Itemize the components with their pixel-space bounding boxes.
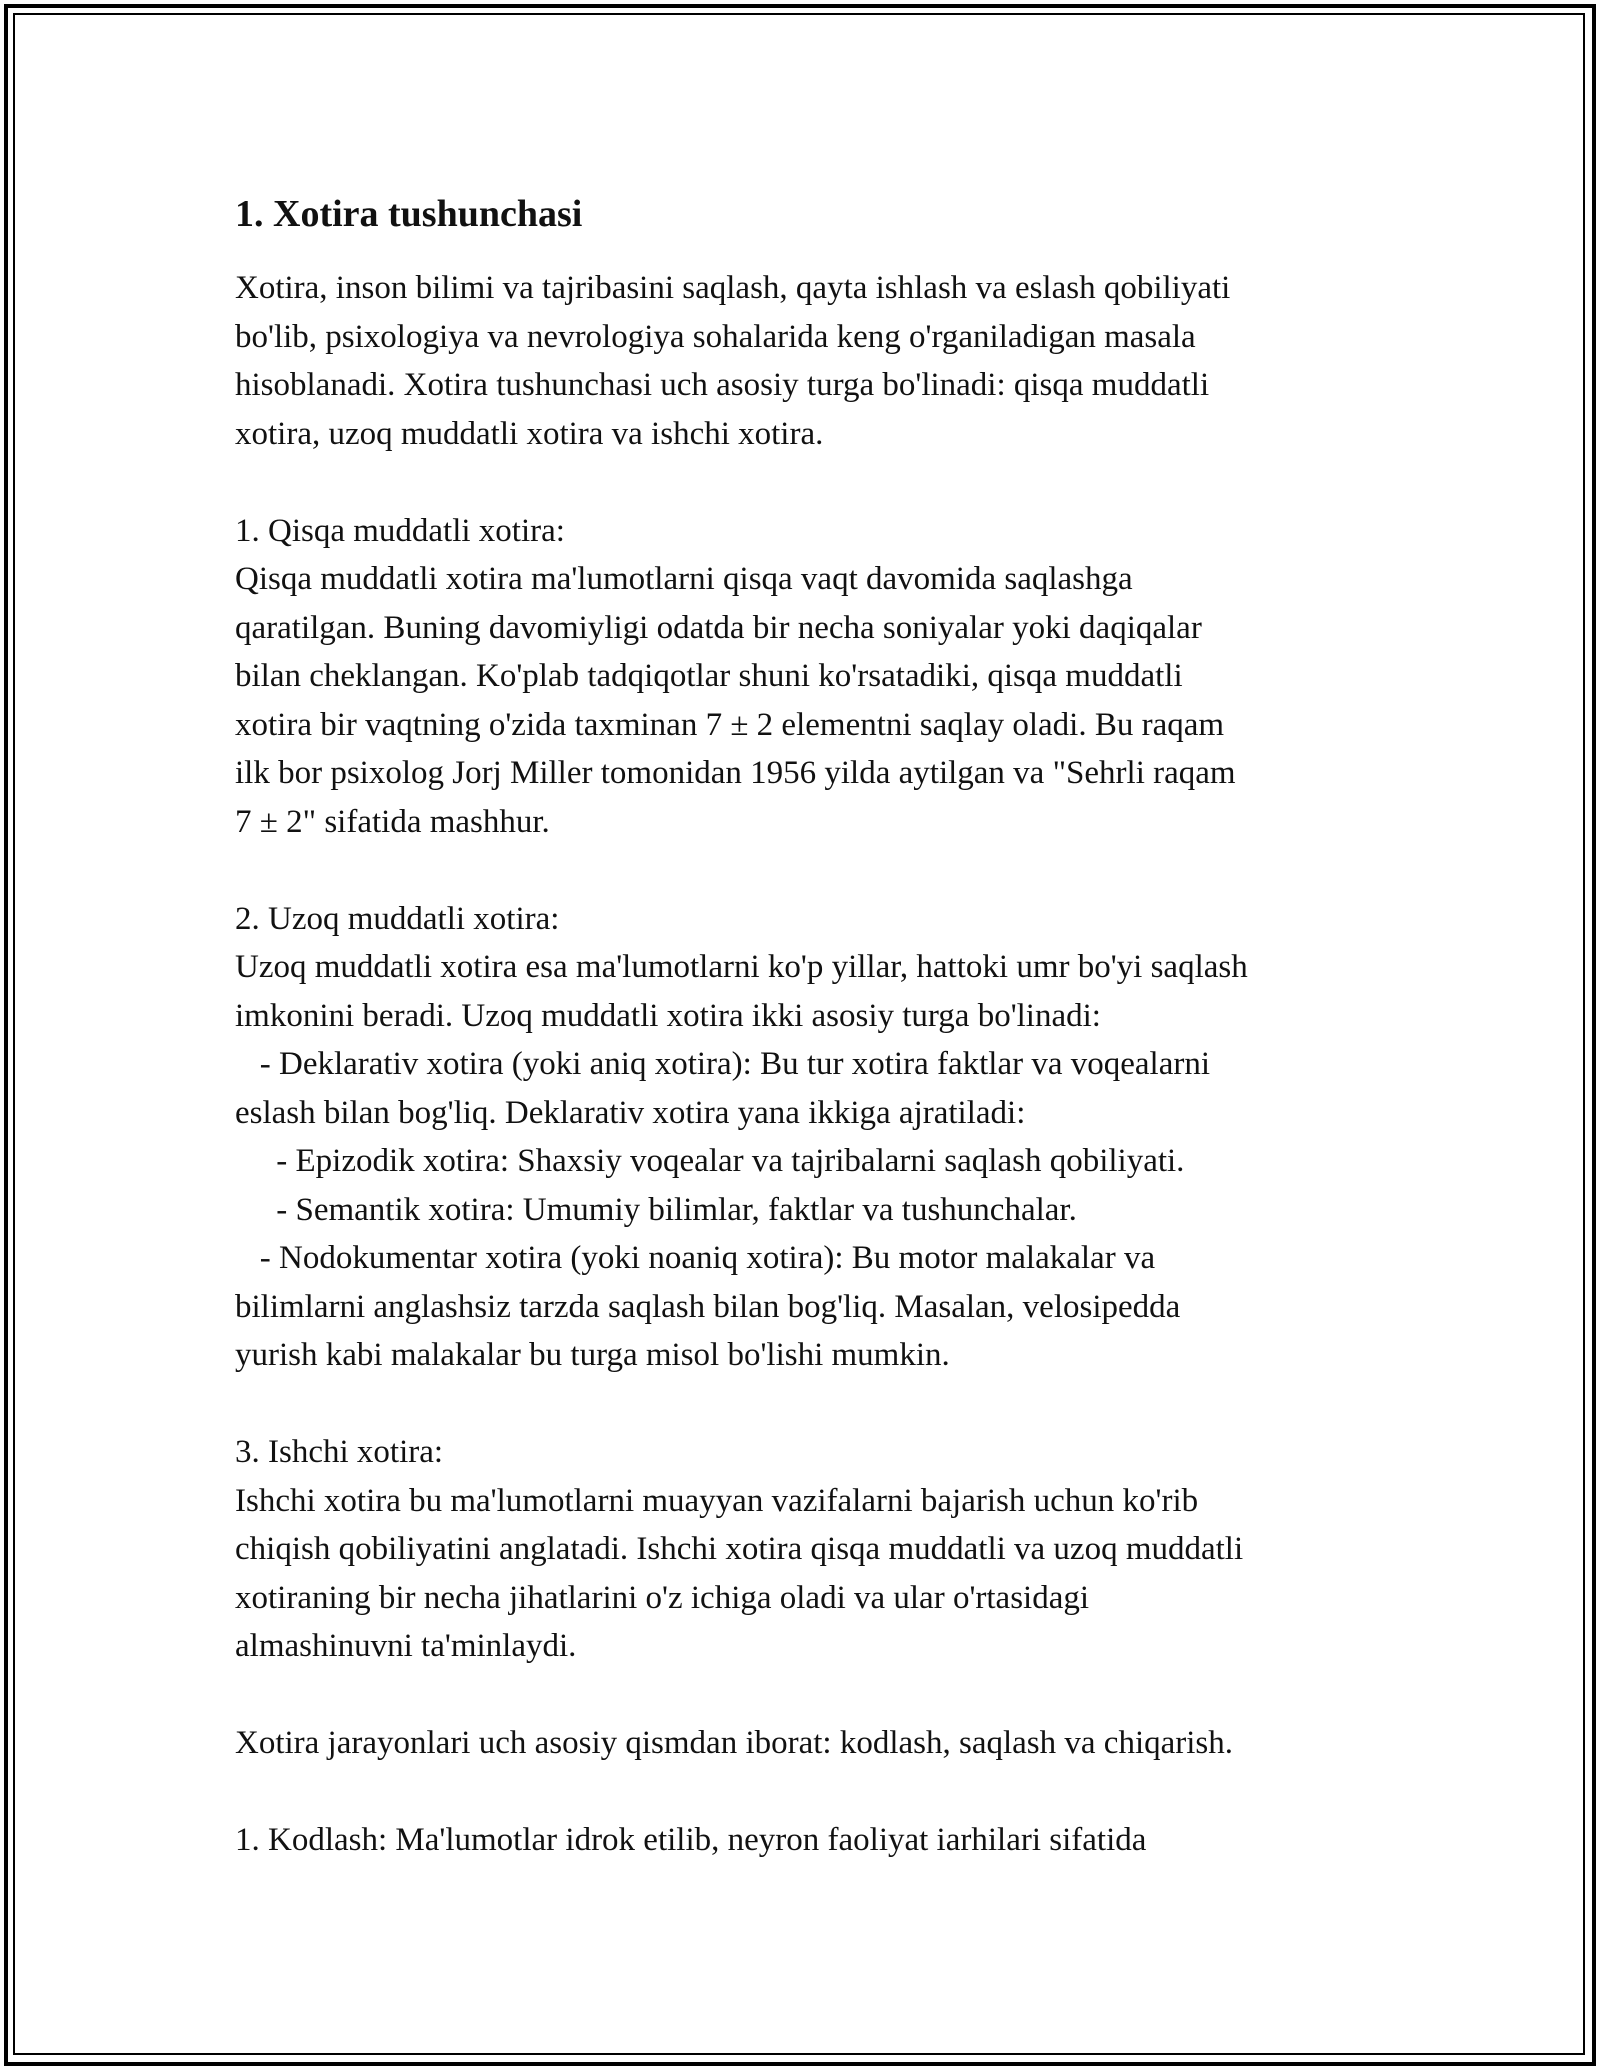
text-line: - Semantik xotira: Umumiy bilimlar, faktlar va tushunchalar. xyxy=(235,1191,1077,1228)
text-line: Uzoq muddatli xotira esa ma'lumotlarni ko'p yillar, hattoki umr bo'yi saqlash xyxy=(235,949,1248,985)
text-line: yurish kabi malakalar bu turga misol bo'lishi mumkin. xyxy=(235,1337,950,1373)
text-line: 1. Kodlash: Ma'lumotlar idrok etilib, neyron faoliyat iarhilari sifatida xyxy=(235,1822,1147,1858)
body-text xyxy=(235,264,1375,1865)
blank-line xyxy=(235,1380,1375,1429)
blank-line xyxy=(235,846,1375,895)
text-line: - Nodokumentar xotira (yoki noaniq xotira): Bu motor malakalar va xyxy=(235,1240,1156,1276)
text-line: - Deklarativ xotira (yoki aniq xotira): Bu tur xotira faktlar va voqealarni xyxy=(235,1046,1210,1082)
text-line: chiqish qobiliyatini anglatadi. Ishchi xotira qisqa muddatli va uzoq muddatli xyxy=(235,1531,1244,1567)
text-line: 2. Uzoq muddatli xotira: xyxy=(235,900,560,937)
text-line: Xotira jarayonlari uch asosiy qismdan iborat: kodlash, saqlash va chiqarish. xyxy=(235,1725,1234,1761)
text-line: 1. Qisqa muddatli xotira: xyxy=(235,512,565,549)
text-line: hisoblanadi. Xotira tushunchasi uch asosiy turga bo'linadi: qisqa muddatli xyxy=(235,367,1210,403)
text-line: 3. Ishchi xotira: xyxy=(235,1434,444,1470)
text-line: - Epizodik xotira: Shaxsiy voqealar va tajribalarni saqlash qobiliyati. xyxy=(235,1143,1185,1179)
blank-line xyxy=(235,458,1375,507)
text-line: bilimlarni anglashsiz tarzda saqlash bilan bog'liq. Masalan, velosipedda xyxy=(235,1288,1181,1325)
text-line: ilk bor psixolog Jorj Miller tomonidan 1956 yilda aytilgan va "Sehrli raqam xyxy=(235,755,1236,791)
text-line: xotiraning bir necha jihatlarini o'z ichiga oladi va ular o'rtasidagi xyxy=(235,1579,1090,1616)
text-line: bo'lib, psixologiya va nevrologiya sohalarida keng o'rganiladigan masala xyxy=(235,318,1196,355)
text-line: Xotira, inson bilimi va tajribasini saqlash, qayta ishlash va eslash qobiliyati xyxy=(235,270,1231,306)
text-line: eslash bilan bog'liq. Deklarativ xotira yana ikkiga ajratiladi: xyxy=(235,1094,1026,1131)
blank-line xyxy=(235,1671,1375,1720)
text-line: xotira, uzoq muddatli xotira va ishchi xotira. xyxy=(235,415,824,452)
text-line: 7 ± 2" sifatida mashhur. xyxy=(235,803,550,840)
text-line: imkonini beradi. Uzoq muddatli xotira ikki asosiy turga bo'linadi: xyxy=(235,997,1101,1034)
text-line: Qisqa muddatli xotira ma'lumotlarni qisqa vaqt davomida saqlashga xyxy=(235,561,1133,597)
text-line: qaratilgan. Buning davomiyligi odatda bir necha soniyalar yoki daqiqalar xyxy=(235,609,1202,646)
blank-line xyxy=(235,1768,1375,1817)
text-line: xotira bir vaqtning o'zida taxminan 7 ± 2 elementni saqlay oladi. Bu raqam xyxy=(235,706,1225,743)
text-line: Ishchi xotira bu ma'lumotlarni muayyan vazifalarni bajarish uchun ko'rib xyxy=(235,1482,1199,1519)
text-line: bilan cheklangan. Ko'plab tadqiqotlar shuni ko'rsatadiki, qisqa muddatli xyxy=(235,658,1183,694)
document-content xyxy=(235,186,1375,1865)
text-line: almashinuvni ta'minlaydi. xyxy=(235,1628,577,1664)
section-heading: 1. Xotira tushunchasi xyxy=(235,193,583,235)
